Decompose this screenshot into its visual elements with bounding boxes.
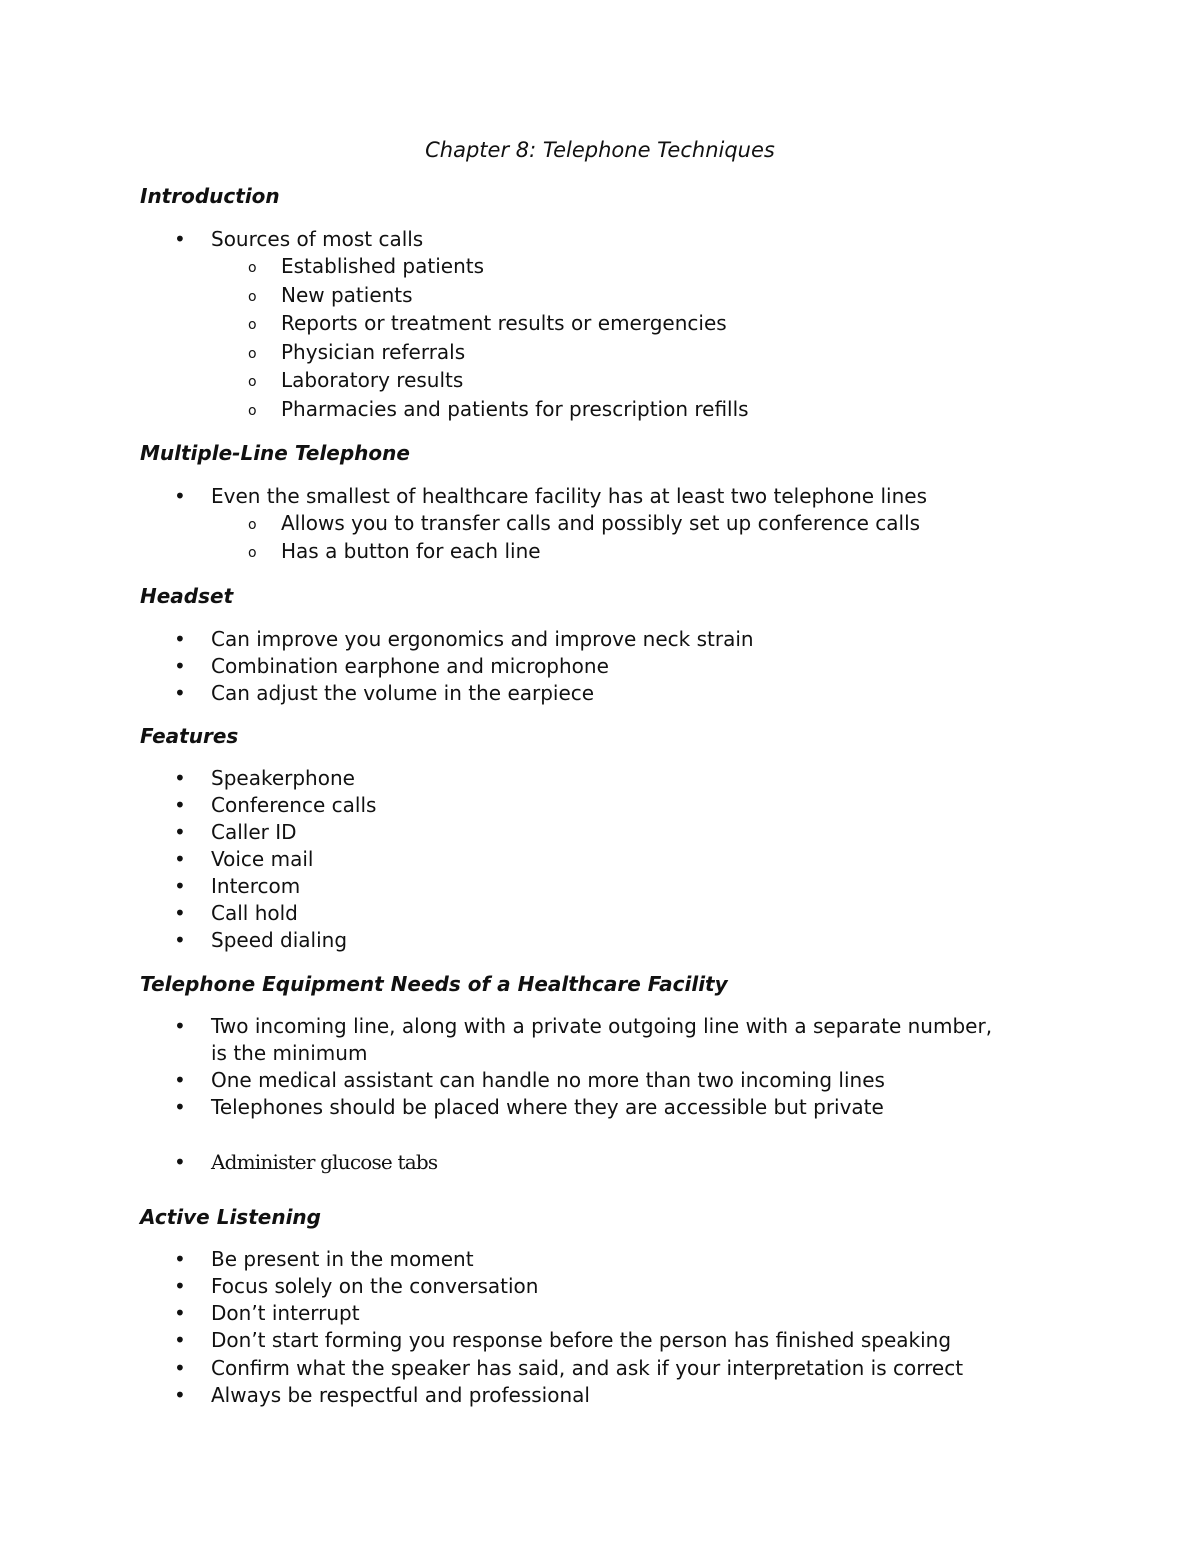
list-item: Intercom xyxy=(211,874,301,898)
section-heading-headset: Headset xyxy=(140,584,234,608)
list-item: Administer glucose tabs xyxy=(211,1150,438,1174)
bullet-icon: • xyxy=(174,1301,186,1325)
section-heading-active-listening: Active Listening xyxy=(140,1205,321,1229)
list-item: Always be respectful and professional xyxy=(211,1383,590,1407)
bullet-icon: • xyxy=(174,1014,186,1038)
bullet-icon: • xyxy=(174,1247,186,1271)
sub-list-item: Pharmacies and patients for prescription refills xyxy=(281,397,749,421)
bullet-icon: • xyxy=(174,1150,186,1174)
list-item: Conference calls xyxy=(211,793,377,817)
list-item: Be present in the moment xyxy=(211,1247,474,1271)
sub-list-item: New patients xyxy=(281,283,413,307)
sub-list-item: Allows you to transfer calls and possibly set up conference calls xyxy=(281,511,921,535)
sub-list-item: Laboratory results xyxy=(281,368,464,392)
section-heading-multiple-line-telephone: Multiple-Line Telephone xyxy=(140,441,410,465)
sub-list-item: Reports or treatment results or emergencies xyxy=(281,311,727,335)
list-item: Two incoming line, along with a private outgoing line with a separate number, xyxy=(211,1014,993,1038)
sub-bullet-icon: o xyxy=(248,289,257,305)
bullet-icon: • xyxy=(174,847,186,871)
bullet-icon: • xyxy=(174,1095,186,1119)
list-item: Don’t interrupt xyxy=(211,1301,360,1325)
list-item: Call hold xyxy=(211,901,298,925)
bullet-icon: • xyxy=(174,1274,186,1298)
list-item: Voice mail xyxy=(211,847,314,871)
list-item: Confirm what the speaker has said, and ask if your interpretation is correct xyxy=(211,1356,964,1380)
sub-bullet-icon: o xyxy=(248,517,257,533)
list-item: Combination earphone and microphone xyxy=(211,654,609,678)
list-item: Telephones should be placed where they are accessible but private xyxy=(211,1095,884,1119)
section-heading-introduction: Introduction xyxy=(140,184,280,208)
bullet-icon: • xyxy=(174,928,186,952)
bullet-icon: • xyxy=(174,681,186,705)
bullet-icon: • xyxy=(174,901,186,925)
sub-bullet-icon: o xyxy=(248,545,257,561)
list-item: Speed dialing xyxy=(211,928,348,952)
sub-bullet-icon: o xyxy=(248,260,257,276)
list-item-continuation: is the minimum xyxy=(211,1041,368,1065)
bullet-icon: • xyxy=(174,227,186,251)
list-item: Can adjust the volume in the earpiece xyxy=(211,681,595,705)
bullet-icon: • xyxy=(174,654,186,678)
bullet-icon: • xyxy=(174,1068,186,1092)
bullet-icon: • xyxy=(174,766,186,790)
sub-bullet-icon: o xyxy=(248,346,257,362)
bullet-icon: • xyxy=(174,627,186,651)
bullet-icon: • xyxy=(174,1383,186,1407)
list-item: Speakerphone xyxy=(211,766,355,790)
bullet-icon: • xyxy=(174,1356,186,1380)
list-item: Don’t start forming you response before the person has finished speaking xyxy=(211,1328,952,1352)
list-item: Sources of most calls xyxy=(211,227,424,251)
list-item: Even the smallest of healthcare facility has at least two telephone lines xyxy=(211,484,927,508)
sub-list-item: Physician referrals xyxy=(281,340,466,364)
sub-list-item: Established patients xyxy=(281,254,485,278)
list-item: Caller ID xyxy=(211,820,297,844)
section-heading-features: Features xyxy=(140,724,239,748)
bullet-icon: • xyxy=(174,1328,186,1352)
list-item: One medical assistant can handle no more than two incoming lines xyxy=(211,1068,885,1092)
bullet-icon: • xyxy=(174,793,186,817)
sub-bullet-icon: o xyxy=(248,317,257,333)
list-item: Focus solely on the conversation xyxy=(211,1274,539,1298)
bullet-icon: • xyxy=(174,820,186,844)
section-heading-equipment-needs: Telephone Equipment Needs of a Healthcare Facility xyxy=(140,972,728,996)
sub-bullet-icon: o xyxy=(248,403,257,419)
bullet-icon: • xyxy=(174,484,186,508)
list-item: Can improve you ergonomics and improve neck strain xyxy=(211,627,754,651)
sub-list-item: Has a button for each line xyxy=(281,539,541,563)
sub-bullet-icon: o xyxy=(248,374,257,390)
bullet-icon: • xyxy=(174,874,186,898)
page-title: Chapter 8: Telephone Techniques xyxy=(425,138,775,162)
